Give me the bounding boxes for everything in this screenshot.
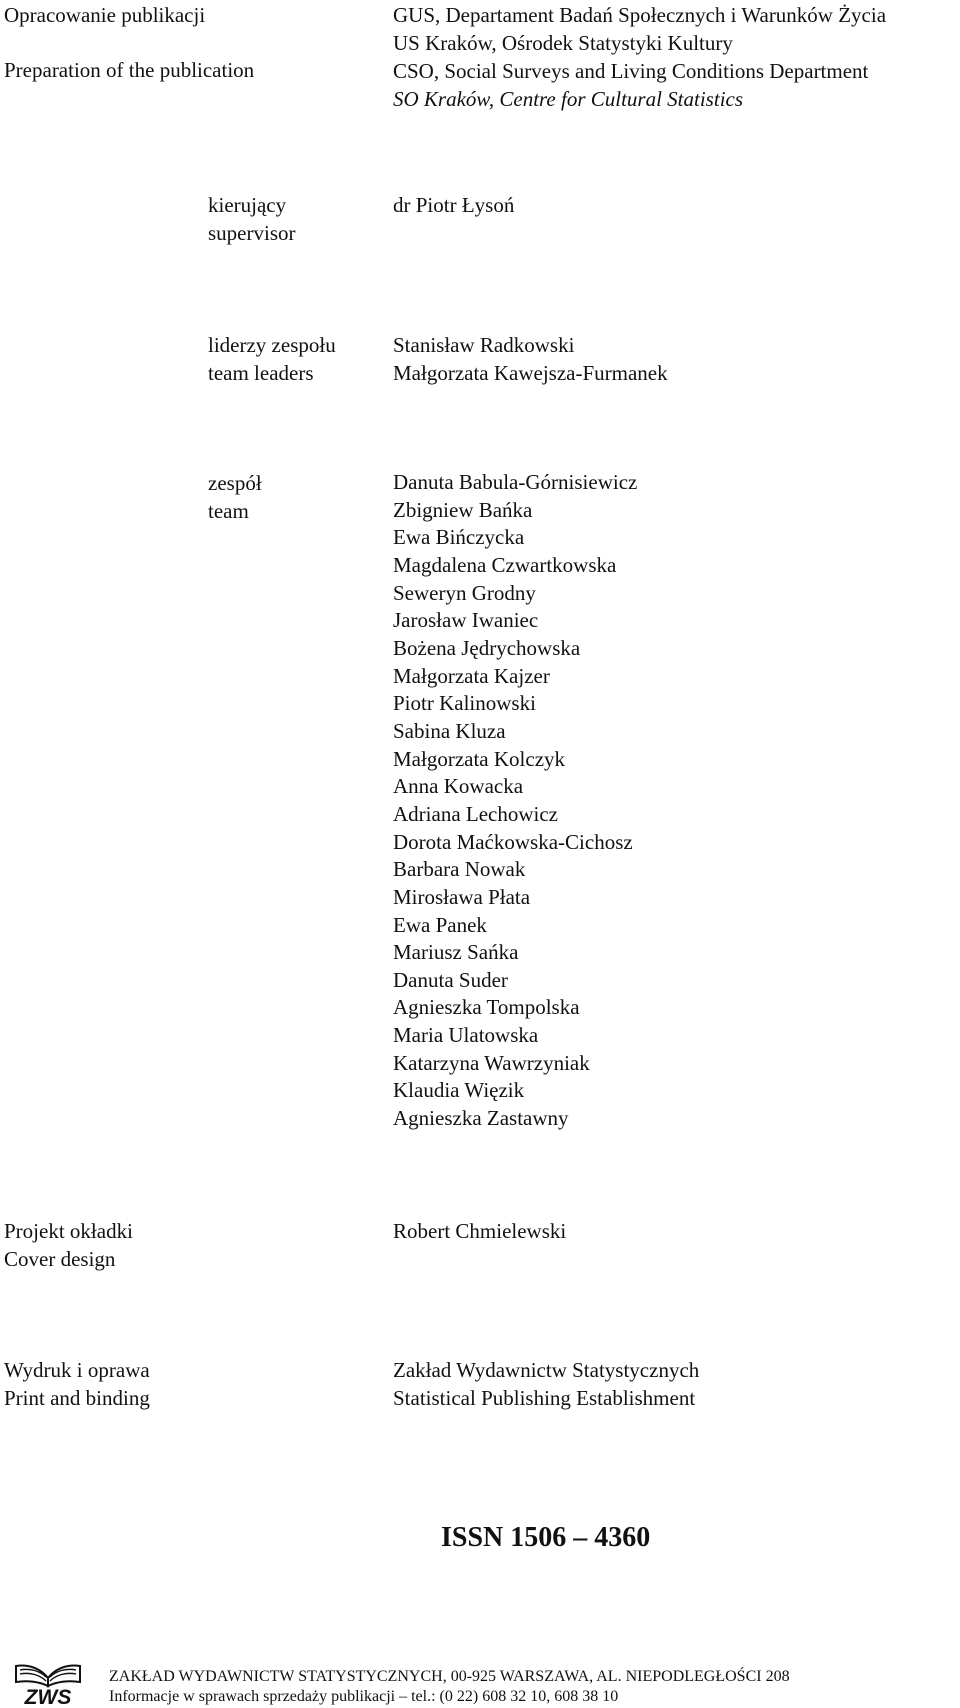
cover-design-label-pl: Projekt okładki (4, 1219, 133, 1243)
printer-name-pl: Zakład Wydawnictw Statystycznych (393, 1358, 700, 1382)
team-member-name: Zbigniew Bańka (393, 497, 533, 522)
team-member-name: Maria Ulatowska (393, 1023, 539, 1048)
team-member-name: Ewa Bińczycka (393, 525, 525, 550)
team-member-name: Sabina Kluza (393, 718, 506, 743)
team-member-name: Małgorzata Kajzer (393, 663, 550, 688)
team-member-name: Danuta Babula-Górnisiewicz (393, 470, 638, 494)
team-member-name: Ewa Panek (393, 912, 487, 937)
footer-sales-info: Informacje w sprawach sprzedaży publikacji – tel.: (0 22) 608 32 10, 608 38 10 (109, 1688, 619, 1705)
issn-number: ISSN 1506 – 4360 (441, 1522, 651, 1553)
print-binding-label-en: Print and binding (4, 1386, 150, 1410)
supervisor-label-en: supervisor (208, 221, 296, 245)
team-member-name: Magdalena Czwartkowska (393, 552, 617, 577)
team-member-name: Anna Kowacka (393, 774, 524, 799)
supervisor-label (208, 191, 296, 247)
team-member-list (393, 469, 637, 1133)
team-member-name: Barbara Nowak (393, 857, 526, 882)
team-member-name: Agnieszka Tompolska (393, 995, 580, 1020)
preparation-line: SO Kraków, Centre for Cultural Statistics (393, 87, 744, 111)
team-member-name: Piotr Kalinowski (393, 691, 536, 716)
team-leaders-label-pl: liderzy zespołu (208, 333, 336, 357)
team-member-name: Seweryn Grodny (393, 580, 536, 605)
logo-text: ZWS (24, 1686, 72, 1706)
team-label (208, 469, 262, 525)
preparation-line: US Kraków, Ośrodek Statystyki Kultury (393, 31, 733, 55)
cover-design-label (4, 1217, 133, 1273)
printer-name (393, 1356, 699, 1412)
team-leader-name: Małgorzata Kawejsza-Furmanek (393, 361, 668, 385)
team-member-name: Danuta Suder (393, 967, 508, 992)
preparation-label-pl: Opracowanie publikacji (4, 3, 206, 27)
team-member-name: Mariusz Sańka (393, 940, 519, 965)
preparation-line: CSO, Social Surveys and Living Conditions Department (393, 59, 869, 83)
team-member-name: Małgorzata Kolczyk (393, 746, 566, 771)
team-member-name: Dorota Maćkowska-Cichosz (393, 829, 633, 854)
team-label-pl: zespół (208, 471, 262, 495)
print-binding-label-pl: Wydruk i oprawa (4, 1358, 150, 1382)
printer-name-en: Statistical Publishing Establishment (393, 1386, 696, 1410)
team-member-name: Jarosław Iwaniec (393, 608, 539, 633)
team-leader-name: Stanisław Radkowski (393, 333, 575, 357)
cover-design-label-en: Cover design (4, 1247, 116, 1271)
zws-logo (10, 1652, 86, 1706)
team-label-en: team (208, 499, 249, 523)
team-member-name: Mirosława Płata (393, 884, 531, 909)
footer-address: ZAKŁAD WYDAWNICTW STATYSTYCZNYCH, 00-925 WARSZAWA, AL. NIEPODLEGŁOŚCI 208 (109, 1668, 790, 1685)
team-member-name: Katarzyna Wawrzyniak (393, 1050, 590, 1075)
footer (109, 1667, 790, 1707)
preparation-value (393, 1, 886, 113)
team-leaders-label (208, 331, 336, 387)
team-member-name: Klaudia Więzik (393, 1078, 525, 1103)
team-leaders-label-en: team leaders (208, 361, 314, 385)
preparation-label-en: Preparation of the publication (4, 58, 255, 82)
team-member-name: Bożena Jędrychowska (393, 635, 581, 660)
team-member-name: Adriana Lechowicz (393, 801, 558, 826)
supervisor-name: dr Piotr Łysoń (393, 193, 515, 217)
cover-designer-name: Robert Chmielewski (393, 1219, 567, 1243)
supervisor-label-pl: kierujący (208, 193, 287, 217)
team-leaders-list (393, 331, 668, 387)
preparation-line: GUS, Departament Badań Społecznych i Warunków Życia (393, 3, 887, 27)
print-binding-label (4, 1356, 150, 1412)
team-member-name: Agnieszka Zastawny (393, 1106, 569, 1131)
